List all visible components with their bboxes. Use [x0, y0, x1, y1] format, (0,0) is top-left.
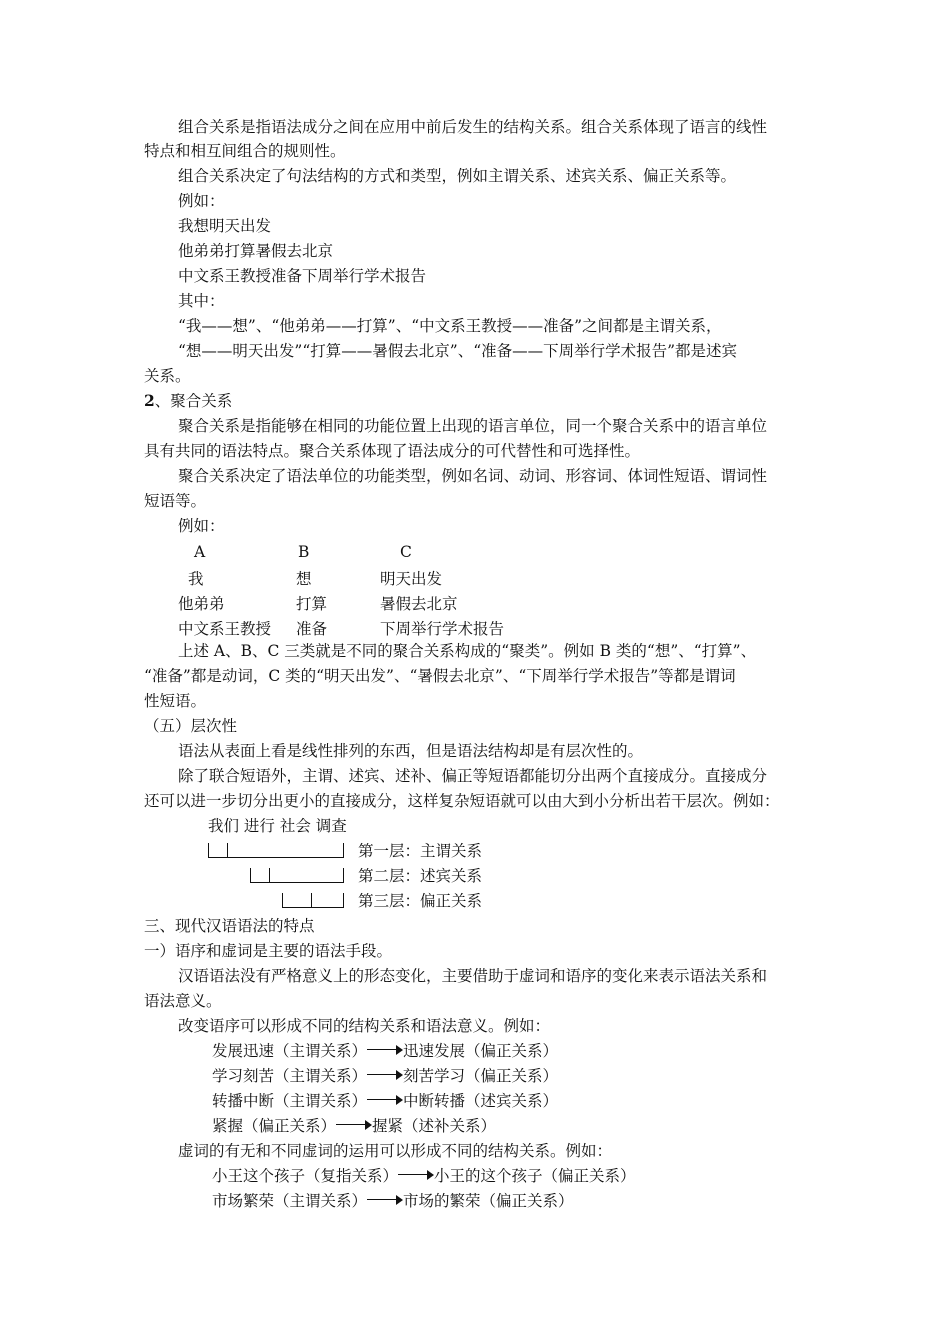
- order-example: [212, 1040, 558, 1062]
- tree-words: 我们 进行 社会 调查: [208, 817, 347, 835]
- table-header: C: [400, 543, 412, 561]
- bracket-layer-1: [208, 843, 344, 858]
- example-left: 发展迅速（主谓关系）: [212, 1042, 368, 1060]
- table-cell: 下周举行学术报告: [380, 620, 505, 638]
- table-cell: 打算: [296, 595, 328, 613]
- bracket-layer-2: [250, 868, 344, 883]
- table-cell: 暑假去北京: [380, 595, 458, 613]
- section-number: 2: [144, 391, 155, 410]
- order-example: [212, 1090, 558, 1112]
- example-label: 例如：: [178, 192, 225, 210]
- example-right: 小王的这个孩子（偏正关系）: [434, 1167, 636, 1185]
- example-right: 迅速发展（偏正关系）: [403, 1042, 559, 1060]
- arrow-right-icon: [398, 1170, 434, 1180]
- paragraph-line: 性短语。: [144, 692, 207, 710]
- arrow-right-icon: [367, 1195, 403, 1205]
- paragraph-line: 短语等。: [144, 492, 207, 510]
- table-cell: 中文系王教授: [178, 620, 272, 638]
- table-cell: 准备: [296, 620, 328, 638]
- section-heading: 三、现代汉语语法的特点: [144, 917, 315, 935]
- example-left: 市场繁荣（主谓关系）: [212, 1192, 368, 1210]
- paragraph-line: 还可以进一步切分出更小的直接成分，这样复杂短语就可以由大到小分析出若干层次。例如：: [144, 792, 780, 810]
- subsection-heading: 一）语序和虚词是主要的语法手段。: [144, 942, 393, 960]
- table-header: B: [298, 543, 310, 561]
- example-left: 紧握（偏正关系）: [212, 1117, 337, 1135]
- example-right: 市场的繁荣（偏正关系）: [403, 1192, 574, 1210]
- paragraph-line: 改变语序可以形成不同的结构关系和语法意义。例如：: [178, 1017, 551, 1035]
- order-example: [212, 1115, 496, 1137]
- example-left: 转播中断（主谓关系）: [212, 1092, 368, 1110]
- function-word-example: [212, 1190, 574, 1212]
- example-sentence: 中文系王教授准备下周举行学术报告: [178, 267, 427, 285]
- table-cell: 我: [188, 570, 204, 588]
- function-word-example: [212, 1165, 636, 1187]
- paragraph-line: 关系。: [144, 367, 191, 385]
- paragraph-line: 其中：: [178, 292, 225, 310]
- example-sentence: 我想明天出发: [178, 217, 272, 235]
- example-right: 中断转播（述宾关系）: [403, 1092, 559, 1110]
- layer-label: 第三层：偏正关系: [358, 892, 483, 910]
- tree-layer: [208, 865, 483, 887]
- tree-layer: [208, 840, 483, 862]
- paragraph-line: 聚合关系决定了语法单位的功能类型，例如名词、动词、形容词、体词性短语、谓词性: [178, 467, 768, 485]
- paragraph-line: 特点和相互间组合的规则性。: [144, 142, 346, 160]
- paragraph-line: 虚词的有无和不同虚词的运用可以形成不同的结构关系。例如：: [178, 1142, 613, 1160]
- paragraph-line: 聚合关系是指能够在相同的功能位置上出现的语言单位，同一个聚合关系中的语言单位: [178, 417, 768, 435]
- example-left: 学习刻苦（主谓关系）: [212, 1067, 368, 1085]
- paragraph-line: 上述 A、B、C 三类就是不同的聚合关系构成的“聚类”。例如 B 类的“想”、“打算”、: [178, 642, 757, 660]
- arrow-right-icon: [367, 1045, 403, 1055]
- paragraph-line: 组合关系决定了句法结构的方式和类型，例如主谓关系、述宾关系、偏正关系等。: [178, 167, 737, 185]
- paragraph-line: 语法从表面上看是线性排列的东西，但是语法结构却是有层次性的。: [178, 742, 644, 760]
- section-heading: （五）层次性: [144, 717, 238, 735]
- tree-layer: [208, 890, 483, 912]
- arrow-right-icon: [336, 1120, 372, 1130]
- paragraph-line: “准备”都是动词，C 类的“明天出发”、“暑假去北京”、“下周举行学术报告”等都是谓词: [144, 667, 736, 685]
- section-heading: [144, 390, 232, 412]
- paragraph-line: 语法意义。: [144, 992, 222, 1010]
- paragraph-line: 除了联合短语外，主谓、述宾、述补、偏正等短语都能切分出两个直接成分。直接成分: [178, 767, 768, 785]
- paragraph-line: 组合关系是指语法成分之间在应用中前后发生的结构关系。组合关系体现了语言的线性: [178, 118, 768, 136]
- paragraph-line: “想——明天出发”“打算——暑假去北京”、“准备——下周举行学术报告”都是述宾: [178, 342, 738, 360]
- bracket-layer-3: [282, 893, 344, 908]
- paragraph-line: “我——想”、“他弟弟——打算”、“中文系王教授——准备”之间都是主谓关系，: [178, 317, 722, 335]
- example-label: 例如：: [178, 517, 225, 535]
- table-cell: 他弟弟: [178, 595, 225, 613]
- paragraph-line: 具有共同的语法特点。聚合关系体现了语法成分的可代替性和可选择性。: [144, 442, 641, 460]
- example-right: 握紧（述补关系）: [372, 1117, 497, 1135]
- example-sentence: 他弟弟打算暑假去北京: [178, 242, 334, 260]
- order-example: [212, 1065, 558, 1087]
- layer-label: 第一层：主谓关系: [358, 842, 483, 860]
- arrow-right-icon: [367, 1095, 403, 1105]
- table-header: A: [194, 543, 206, 561]
- example-left: 小王这个孩子（复指关系）: [212, 1167, 399, 1185]
- arrow-right-icon: [367, 1070, 403, 1080]
- section-title: 、聚合关系: [154, 392, 233, 410]
- paragraph-line: 汉语语法没有严格意义上的形态变化，主要借助于虚词和语序的变化来表示语法关系和: [178, 967, 768, 985]
- layer-label: 第二层：述宾关系: [358, 867, 483, 885]
- table-cell: 想: [296, 570, 312, 588]
- table-cell: 明天出发: [380, 570, 443, 588]
- example-right: 刻苦学习（偏正关系）: [403, 1067, 559, 1085]
